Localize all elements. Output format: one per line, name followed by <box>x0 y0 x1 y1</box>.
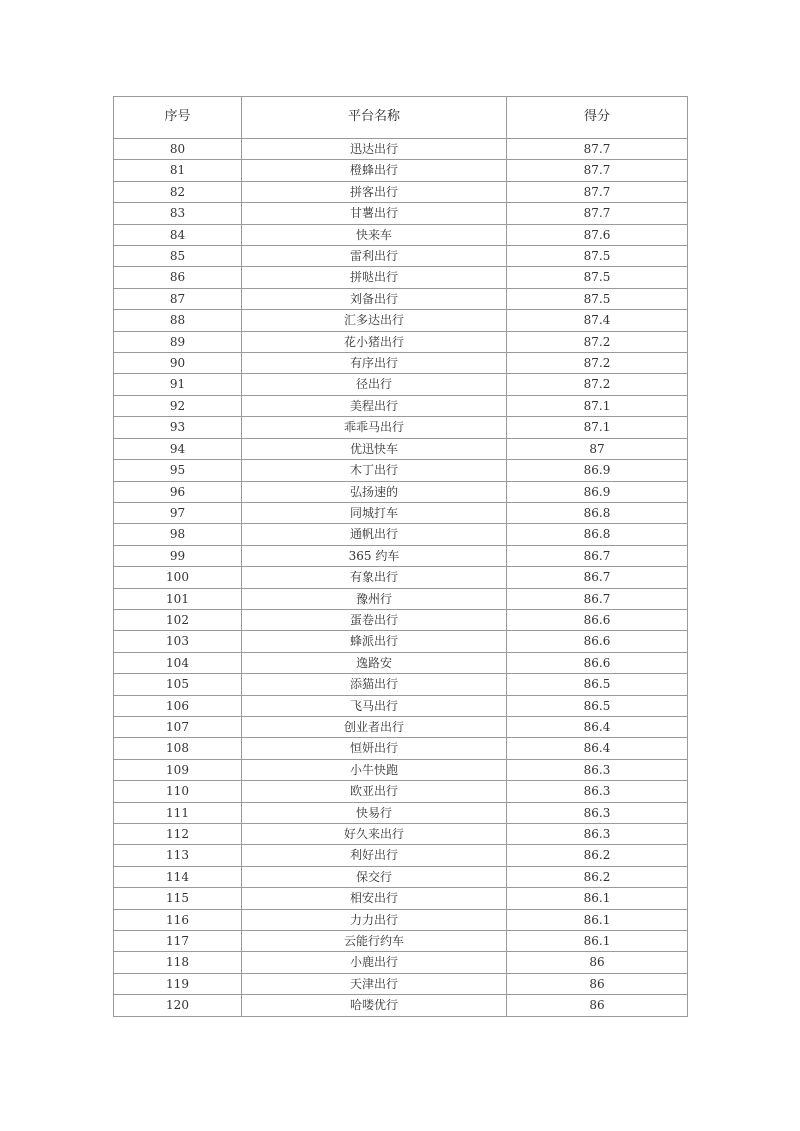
table-header-row <box>114 97 688 139</box>
cell-platform-name: 雷利出行 <box>242 246 507 267</box>
cell-platform-name: 小牛快跑 <box>242 759 507 780</box>
cell-index: 110 <box>114 781 242 802</box>
cell-index: 103 <box>114 631 242 652</box>
cell-score: 87.5 <box>507 288 688 309</box>
cell-score: 86.4 <box>507 738 688 759</box>
cell-platform-name: 力力出行 <box>242 909 507 930</box>
cell-score: 87.1 <box>507 417 688 438</box>
cell-score: 86.6 <box>507 652 688 673</box>
table-row <box>114 802 688 823</box>
table-row <box>114 716 688 737</box>
cell-index: 82 <box>114 181 242 202</box>
cell-platform-name: 逸路安 <box>242 652 507 673</box>
cell-index: 106 <box>114 695 242 716</box>
cell-platform-name: 利好出行 <box>242 845 507 866</box>
cell-platform-name: 拼客出行 <box>242 181 507 202</box>
cell-platform-name: 飞马出行 <box>242 695 507 716</box>
cell-platform-name: 蛋卷出行 <box>242 609 507 630</box>
table-row <box>114 567 688 588</box>
header-index: 序号 <box>114 97 242 139</box>
cell-index: 87 <box>114 288 242 309</box>
cell-score: 87.1 <box>507 395 688 416</box>
cell-score: 86.3 <box>507 824 688 845</box>
table-row <box>114 417 688 438</box>
cell-index: 85 <box>114 246 242 267</box>
table-row <box>114 888 688 909</box>
table-row <box>114 631 688 652</box>
cell-score: 86.1 <box>507 888 688 909</box>
cell-platform-name: 创业者出行 <box>242 716 507 737</box>
cell-index: 115 <box>114 888 242 909</box>
cell-platform-name: 保交行 <box>242 866 507 887</box>
cell-index: 101 <box>114 588 242 609</box>
cell-index: 96 <box>114 481 242 502</box>
cell-score: 86.2 <box>507 866 688 887</box>
cell-score: 86.6 <box>507 609 688 630</box>
table-row <box>114 695 688 716</box>
cell-platform-name: 快来车 <box>242 224 507 245</box>
cell-platform-name: 相安出行 <box>242 888 507 909</box>
table-row <box>114 973 688 994</box>
cell-score: 87.2 <box>507 374 688 395</box>
cell-platform-name: 弘扬速的 <box>242 481 507 502</box>
cell-index: 81 <box>114 160 242 181</box>
cell-score: 87.5 <box>507 267 688 288</box>
table-row <box>114 952 688 973</box>
cell-platform-name: 有序出行 <box>242 353 507 374</box>
table-row <box>114 374 688 395</box>
table-row <box>114 524 688 545</box>
cell-platform-name: 汇多达出行 <box>242 310 507 331</box>
cell-platform-name: 豫州行 <box>242 588 507 609</box>
cell-score: 86 <box>507 952 688 973</box>
table-row <box>114 502 688 523</box>
table-row <box>114 438 688 459</box>
table-row <box>114 824 688 845</box>
header-score: 得分 <box>507 97 688 139</box>
table-row <box>114 331 688 352</box>
cell-index: 117 <box>114 931 242 952</box>
cell-score: 87 <box>507 438 688 459</box>
cell-index: 100 <box>114 567 242 588</box>
table-row <box>114 395 688 416</box>
cell-score: 86.3 <box>507 759 688 780</box>
cell-score: 86.9 <box>507 481 688 502</box>
cell-score: 86.3 <box>507 802 688 823</box>
table-row <box>114 652 688 673</box>
cell-index: 97 <box>114 502 242 523</box>
cell-score: 87.6 <box>507 224 688 245</box>
platform-score-table <box>113 96 688 1017</box>
table-row <box>114 781 688 802</box>
cell-platform-name: 天津出行 <box>242 973 507 994</box>
cell-index: 88 <box>114 310 242 331</box>
cell-score: 87.7 <box>507 160 688 181</box>
cell-score: 87.2 <box>507 331 688 352</box>
cell-score: 87.5 <box>507 246 688 267</box>
cell-score: 86.5 <box>507 695 688 716</box>
cell-platform-name: 美程出行 <box>242 395 507 416</box>
cell-index: 118 <box>114 952 242 973</box>
cell-index: 95 <box>114 460 242 481</box>
table-row <box>114 995 688 1016</box>
cell-score: 87.7 <box>507 139 688 160</box>
cell-index: 99 <box>114 545 242 566</box>
cell-score: 87.2 <box>507 353 688 374</box>
cell-platform-name: 径出行 <box>242 374 507 395</box>
cell-index: 109 <box>114 759 242 780</box>
table-row <box>114 160 688 181</box>
cell-score: 87.7 <box>507 181 688 202</box>
cell-index: 113 <box>114 845 242 866</box>
cell-platform-name: 欧亚出行 <box>242 781 507 802</box>
cell-platform-name: 优迅快车 <box>242 438 507 459</box>
header-platform-name: 平台名称 <box>242 97 507 139</box>
table-row <box>114 845 688 866</box>
table-row <box>114 545 688 566</box>
cell-platform-name: 好久来出行 <box>242 824 507 845</box>
cell-platform-name: 花小猪出行 <box>242 331 507 352</box>
cell-index: 94 <box>114 438 242 459</box>
table-row <box>114 674 688 695</box>
cell-index: 90 <box>114 353 242 374</box>
table-row <box>114 310 688 331</box>
cell-platform-name: 乖乖马出行 <box>242 417 507 438</box>
cell-index: 86 <box>114 267 242 288</box>
cell-platform-name: 通帆出行 <box>242 524 507 545</box>
cell-index: 107 <box>114 716 242 737</box>
cell-score: 86.7 <box>507 588 688 609</box>
table-row <box>114 866 688 887</box>
table-row <box>114 353 688 374</box>
table-row <box>114 139 688 160</box>
cell-score: 86.1 <box>507 931 688 952</box>
cell-score: 86 <box>507 995 688 1016</box>
cell-platform-name: 刘备出行 <box>242 288 507 309</box>
cell-index: 93 <box>114 417 242 438</box>
table-row <box>114 609 688 630</box>
cell-platform-name: 快易行 <box>242 802 507 823</box>
cell-index: 92 <box>114 395 242 416</box>
table-row <box>114 224 688 245</box>
cell-index: 91 <box>114 374 242 395</box>
cell-platform-name: 有象出行 <box>242 567 507 588</box>
cell-platform-name: 哈喽优行 <box>242 995 507 1016</box>
table-row <box>114 246 688 267</box>
cell-platform-name: 云能行约车 <box>242 931 507 952</box>
cell-index: 105 <box>114 674 242 695</box>
cell-platform-name: 恒妍出行 <box>242 738 507 759</box>
cell-index: 80 <box>114 139 242 160</box>
cell-index: 112 <box>114 824 242 845</box>
cell-index: 89 <box>114 331 242 352</box>
cell-score: 86.8 <box>507 502 688 523</box>
cell-score: 86.9 <box>507 460 688 481</box>
cell-score: 86.2 <box>507 845 688 866</box>
cell-index: 83 <box>114 203 242 224</box>
cell-index: 98 <box>114 524 242 545</box>
cell-score: 87.4 <box>507 310 688 331</box>
cell-score: 86 <box>507 973 688 994</box>
cell-score: 86.5 <box>507 674 688 695</box>
cell-platform-name: 蜂派出行 <box>242 631 507 652</box>
cell-platform-name: 木丁出行 <box>242 460 507 481</box>
cell-index: 120 <box>114 995 242 1016</box>
cell-platform-name: 拼哒出行 <box>242 267 507 288</box>
cell-index: 114 <box>114 866 242 887</box>
cell-platform-name: 甘薯出行 <box>242 203 507 224</box>
cell-platform-name: 365 约车 <box>242 545 507 566</box>
cell-score: 86.7 <box>507 545 688 566</box>
table-row <box>114 738 688 759</box>
cell-platform-name: 添猫出行 <box>242 674 507 695</box>
cell-score: 87.7 <box>507 203 688 224</box>
table-row <box>114 759 688 780</box>
cell-platform-name: 小鹿出行 <box>242 952 507 973</box>
cell-platform-name: 橙蜂出行 <box>242 160 507 181</box>
cell-score: 86.6 <box>507 631 688 652</box>
cell-score: 86.1 <box>507 909 688 930</box>
cell-index: 84 <box>114 224 242 245</box>
table-row <box>114 588 688 609</box>
table-row <box>114 931 688 952</box>
cell-index: 104 <box>114 652 242 673</box>
cell-index: 116 <box>114 909 242 930</box>
table-row <box>114 203 688 224</box>
table-row <box>114 181 688 202</box>
table-row <box>114 267 688 288</box>
table-body <box>114 139 688 1017</box>
cell-score: 86.7 <box>507 567 688 588</box>
cell-index: 102 <box>114 609 242 630</box>
table-row <box>114 460 688 481</box>
cell-platform-name: 迅达出行 <box>242 139 507 160</box>
cell-index: 119 <box>114 973 242 994</box>
table-row <box>114 909 688 930</box>
cell-score: 86.3 <box>507 781 688 802</box>
cell-platform-name: 同城打车 <box>242 502 507 523</box>
cell-index: 111 <box>114 802 242 823</box>
cell-score: 86.4 <box>507 716 688 737</box>
cell-index: 108 <box>114 738 242 759</box>
cell-score: 86.8 <box>507 524 688 545</box>
table-row <box>114 288 688 309</box>
table-row <box>114 481 688 502</box>
